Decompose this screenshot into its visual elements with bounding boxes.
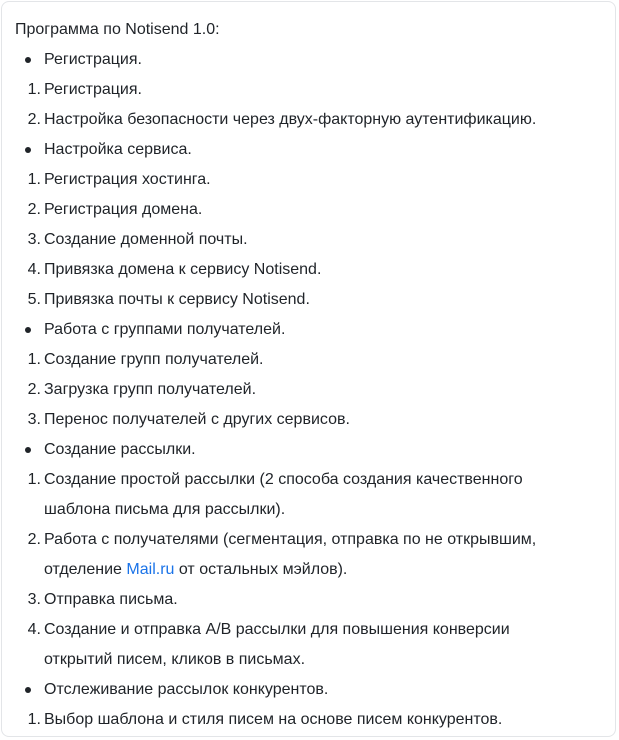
list-number: 2. [27, 531, 41, 548]
item-text-line: Создание простой рассылки (2 способа создания качественного [44, 471, 523, 488]
message-content [15, 15, 607, 735]
list-item [15, 105, 607, 135]
item-text-line: Работа с получателями (сегментация, отправка по не открывшим, [44, 531, 537, 548]
list-number: 1. [27, 81, 41, 98]
bullet-icon [25, 447, 31, 453]
list-item [15, 165, 607, 195]
list-item [15, 405, 607, 435]
list-number: 1. [27, 171, 41, 188]
bullet-icon [25, 57, 31, 63]
item-text: Регистрация. [44, 51, 142, 68]
item-text: Отслеживание рассылок конкурентов. [44, 681, 329, 698]
mail-ru-link[interactable]: Mail.ru [126, 561, 175, 578]
list-number: 4. [27, 261, 41, 278]
program-title: Программа по Notisend 1.0: [15, 21, 220, 38]
item-text-line [44, 555, 607, 585]
list-number: 2. [27, 381, 41, 398]
list-item [15, 75, 607, 105]
item-text-line: шаблона письма для рассылки). [44, 501, 286, 518]
message-card [1, 1, 616, 737]
item-text: Привязка почты к сервису Notisend. [44, 291, 310, 308]
item-text: Отправка письма. [44, 591, 178, 608]
list-number: 3. [27, 231, 41, 248]
list-number: 3. [27, 411, 41, 428]
section-item [15, 435, 607, 465]
list-item [15, 375, 607, 405]
item-text: Регистрация. [44, 81, 142, 98]
item-text: Работа с группами получателей. [44, 321, 286, 338]
item-text: Настройка сервиса. [44, 141, 192, 158]
list-item [15, 585, 607, 615]
list-number: 1. [27, 711, 41, 728]
list-item [15, 525, 607, 585]
item-text: Регистрация домена. [44, 201, 203, 218]
item-text: Создание доменной почты. [44, 231, 248, 248]
program-list [15, 45, 607, 735]
item-text: Регистрация хостинга. [44, 171, 211, 188]
item-text-fragment: отделение [44, 561, 127, 578]
list-item [15, 195, 607, 225]
list-number: 1. [27, 471, 41, 488]
section-item [15, 45, 607, 75]
bullet-icon [25, 327, 31, 333]
list-number: 5. [27, 291, 41, 308]
item-text: Настройка безопасности через двух-факторную аутентификацию. [44, 111, 537, 128]
item-text: Привязка домена к сервису Notisend. [44, 261, 322, 278]
list-number: 2. [27, 111, 41, 128]
list-item [15, 705, 607, 735]
item-text: Загрузка групп получателей. [44, 381, 257, 398]
item-text: Перенос получателей с других сервисов. [44, 411, 350, 428]
list-number: 2. [27, 201, 41, 218]
list-item [15, 285, 607, 315]
list-item [15, 465, 607, 525]
item-text: Создание групп получателей. [44, 351, 264, 368]
section-item [15, 315, 607, 345]
item-text-fragment: от остальных мэйлов). [174, 561, 348, 578]
item-text-line: открытий писем, кликов в письмах. [44, 651, 306, 668]
section-item [15, 675, 607, 705]
list-item [15, 345, 607, 375]
item-text-line: Создание и отправка A/B рассылки для повышения конверсии [44, 621, 510, 638]
list-item [15, 615, 607, 675]
list-item [15, 255, 607, 285]
list-number: 1. [27, 351, 41, 368]
list-number: 3. [27, 591, 41, 608]
item-text: Создание рассылки. [44, 441, 196, 458]
bullet-icon [25, 147, 31, 153]
list-number: 4. [27, 621, 41, 638]
bullet-icon [25, 687, 31, 693]
item-text: Выбор шаблона и стиля писем на основе писем конкурентов. [44, 711, 503, 728]
list-item [15, 225, 607, 255]
section-item [15, 135, 607, 165]
